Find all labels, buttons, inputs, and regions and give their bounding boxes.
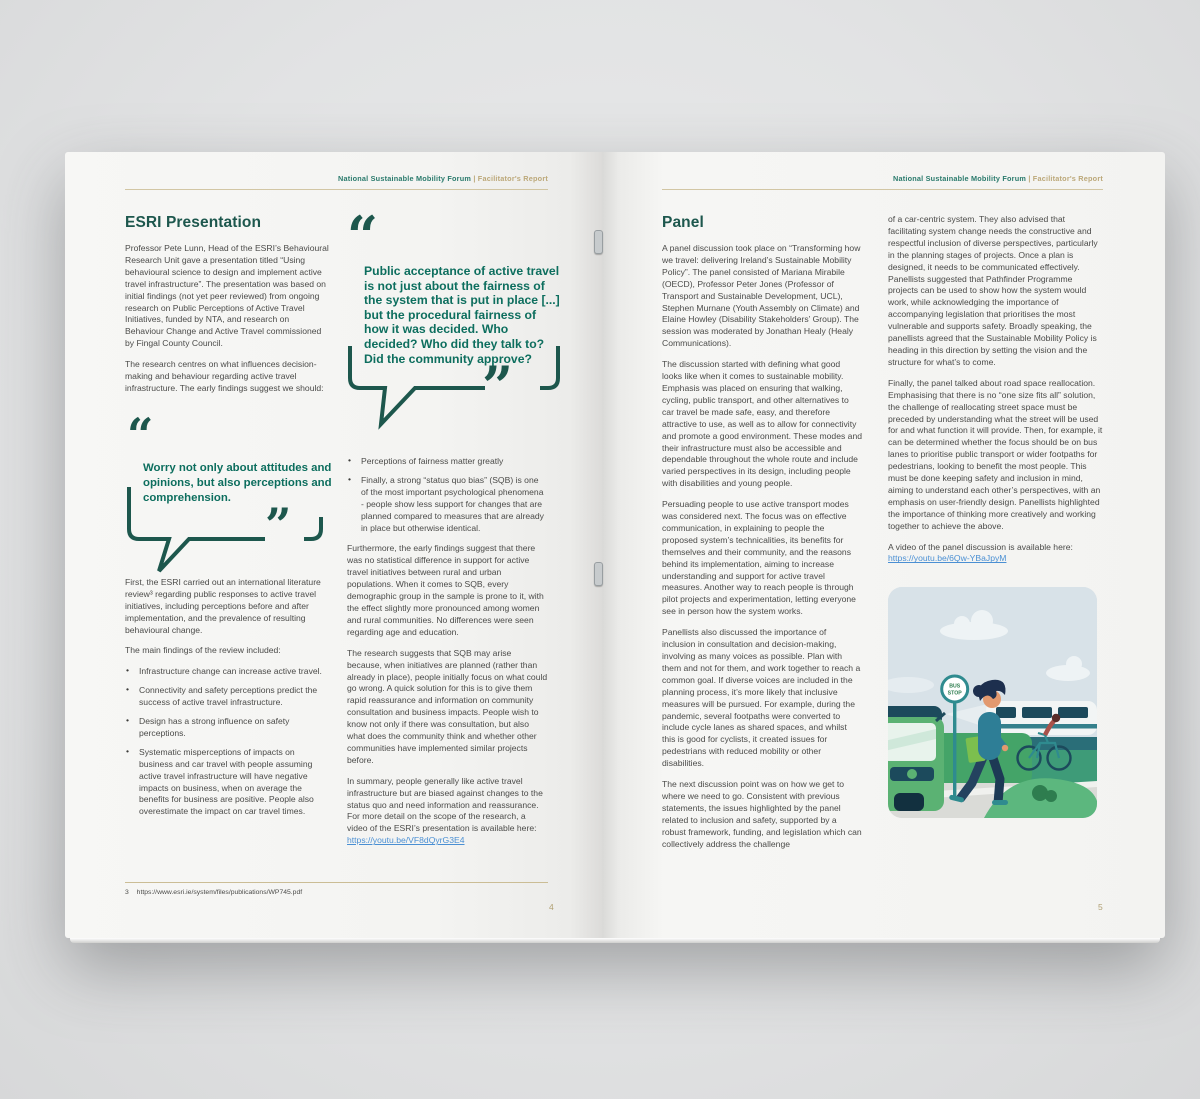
findings-list <box>125 666 330 818</box>
paragraph: The next discussion point was on how we get to where we need to go. Consistent with previous statements, the issues highlighted by the panel related to inclusion and safety, supported by a robust framework, funding, and legislation which can collectively address the challenge <box>662 779 862 849</box>
header-rule <box>125 189 548 190</box>
bus-stop-sign-line2: STOP <box>947 690 962 697</box>
paragraph: The research centres on what influences decision-making and behaviour regarding active travel infrastructure. The early findings suggest we should: <box>125 359 324 393</box>
bush-icon <box>1045 790 1057 802</box>
illustration-canvas <box>888 587 1097 818</box>
booklet-spread <box>65 152 1165 938</box>
left-page-column-1 <box>125 214 330 856</box>
staple-icon <box>594 230 603 254</box>
list-item: • Systematic misperceptions of impacts on business and car travel with people assuming active travel infrastructure will have negative impacts on business, when on average the benefits for business are positive. People also overestimate the impact on car travel times. <box>125 747 330 818</box>
paragraph: Furthermore, the early findings suggest that there was no statistical difference in support for active travel initiatives between rural and urban populations. When it comes to SQB, every demographic group in the sample is prone to it, with the effect slightly more pronounced among women and rural communities. No differences were seen regarding age and education. <box>347 543 544 637</box>
panel-video-link[interactable]: https://youtu.be/6Qw-YBaJpyM <box>888 553 1007 564</box>
paragraph: First, the ESRI carried out an international literature review³ regarding public responses to active travel initiatives, including perceptions before and after implementation, and the prevalence of resulting behavioural change. <box>125 576 321 635</box>
paragraph: Professor Pete Lunn, Head of the ESRI’s Behavioural Research Unit gave a presentation titled “Using behavioural science to design and implement active travel infrastructure”. The presentation was based on initial findings (not yet peer reviewed) from ongoing research on Public Perceptions of Active Travel Initiatives, funded by NTA, and research on Behaviour Change and Active Travel commissioned by Fingal County Council. <box>125 243 329 349</box>
page-right <box>602 152 1165 938</box>
page-number: 4 <box>549 902 554 912</box>
speech-bubble-outline <box>125 485 330 575</box>
header-report-title: Facilitator's Report <box>477 174 548 183</box>
list-item: • Design has a strong influence on safety perceptions. <box>125 716 330 740</box>
staple-icon <box>594 562 603 586</box>
running-header <box>893 174 1103 183</box>
header-separator: | <box>1028 174 1031 183</box>
sustainable-mobility-illustration <box>888 587 1097 818</box>
paragraph: The main findings of the review included: <box>125 645 281 656</box>
video-text: A video of the panel discussion is available here: <box>888 541 1073 552</box>
summary-text: In summary, people generally like active travel infrastructure but are biased against changes to the status quo and need information and reassurance. For more detail on the scope of the research, a video of the ESRI’s presentation is available here: <box>347 775 543 834</box>
running-header <box>338 174 548 183</box>
page-title: ESRI Presentation <box>125 214 262 231</box>
fairness-list <box>347 456 548 534</box>
footnote-rule <box>125 882 548 883</box>
left-page-column-2 <box>347 204 560 856</box>
pull-quote-bubble <box>125 407 332 577</box>
paragraph <box>888 542 1103 566</box>
page-left <box>65 152 602 938</box>
close-quote-icon: ” <box>265 497 292 552</box>
page-number: 5 <box>1098 902 1103 912</box>
page-stack-edge <box>70 938 1160 943</box>
header-report-title: Facilitator's Report <box>1032 174 1103 183</box>
paragraph <box>347 776 548 847</box>
header-rule <box>662 189 1103 190</box>
list-item: • Infrastructure change can increase active travel. <box>125 666 330 678</box>
list-item: • Connectivity and safety perceptions predict the success of active travel infrastructure. <box>125 685 330 709</box>
left-page-content <box>125 204 560 856</box>
paragraph: Finally, the panel talked about road space reallocation. Emphasising that there is no “one size fits all” solution, the challenge of reallocating street space must be preceded by understanding what the street will be used for and what function it will provide. Then, for example, it can be determined whether the focus should be on bus lanes to prioritise public transport or wider footpaths for pedestrians, looking to benefit the most people. This must be done keeping safety and inclusion in mind, aiming to understand each other’s perspectives, with an emphasis on user-friendly design. Panellists highlighted the importance of thinking more creatively and working together to achieve the above. <box>888 377 1103 531</box>
footnote-number: 3 <box>125 889 129 896</box>
right-page-content <box>662 214 1103 860</box>
esri-video-link[interactable]: https://youtu.be/VF8dQyrG3E4 <box>347 835 465 846</box>
open-quote-icon: “ <box>347 204 379 268</box>
footnote <box>125 889 302 896</box>
page-title: Panel <box>662 214 704 231</box>
header-forum-title: National Sustainable Mobility Forum <box>337 174 472 183</box>
close-quote-icon: ” <box>482 354 514 418</box>
paragraph: Persuading people to use active transport modes was considered next. The focus was on effective communication, in explaining to people the proposed system’s technicalities, its benefits for themselves and their community, and the reasons behind its implementation, aiming to increase understanding and support for active travel measures. Another way to reach people is through pilot projects and experimentation, letting everyone see in person how the system works. <box>662 499 856 617</box>
bus-icon <box>888 706 945 811</box>
list-item: • Perceptions of fairness matter greatly <box>347 456 548 468</box>
header-forum-title: National Sustainable Mobility Forum <box>892 174 1027 183</box>
right-page-column-1 <box>662 214 862 860</box>
pull-quote-text: Public acceptance of active travel is not just about the fairness of the system that is put in place [...] but the procedural fairness of how it was decided. Who decided? Who did they talk to? Did the community approve? <box>364 264 560 366</box>
bus-stop-sign-line1: BUS <box>949 683 961 690</box>
footnote-url: https://www.esri.ie/system/files/publications/WP745.pdf <box>136 889 303 896</box>
paragraph: Panellists also discussed the importance of inclusion in consultation and decision-making, involving as many voices as possible. Plan with them and not for them, and work together to reach a common goal. If diverse voices are included in the planning process, it’s more likely that inclusive measures will be pursued. For example, during the pandemic, several footpaths were converted to include cycle lanes as shared spaces, and whilst this is good for cyclists, it created issues for pedestrians with reduced mobility or other disabilities. <box>662 627 861 769</box>
speech-bubble-outline <box>347 344 562 439</box>
paragraph: A panel discussion took place on “Transforming how we travel: delivering Ireland’s Sustainable Mobility Policy”. The panel consisted of Mariana Mirabile (OECD), Professor Peter Jones (Professor of Transport and Sustainable Development, UCL), Stephen Murnane (Youth Assembly on Climate) and Elaine Howley (Disability Stakeholders’ Group). The session was moderated by Jonathan Healy (Healy Communications). <box>662 243 861 349</box>
header-separator: | <box>473 174 476 183</box>
pull-quote-text: Worry not only about attitudes and opinions, but also perceptions and comprehension. <box>143 461 332 505</box>
paragraph: The research suggests that SQB may arise because, when initiatives are planned (rather than already in place), people initially focus on what could go wrong. A quick solution for this is to give them rapid reassurance and information on community consultation and business impacts. People wish to know not only if there was consultation, but also what does the community think and whether other communities have implemented similar projects before. <box>347 647 548 765</box>
open-quote-icon: “ <box>127 407 154 462</box>
paragraph: of a car-centric system. They also advised that facilitating system change needs the constructive and respectful inclusion of diverse perspectives, particularly in the planning stages of projects. Once a plan is designed, it needs to be communicated effectively. Panellists suggested that Pathfinder Programme projects can be used to show how the system would work, while acknowledging the importance of accompanying legislation that prioritises the most vulnerable and supports safety. Broadly speaking, the panellists agreed that the Sustainable Mobility Policy is heading in this direction by setting the vision and the structure for what’s to come. <box>888 214 1098 367</box>
paragraph: The discussion started with defining what good looks like when it comes to sustainable mobility. Emphasis was placed on ensuring that walking, cycling, public transport, and other alternatives to car travel be made safe, easy, and therefore attractive to use, as well as to allow for connectivity and promote a good environment. These modes and their infrastructure must also be accessible and dependable throughout the whole route and include varied perspectives in its design, including people with disabilities and young people. <box>662 359 863 489</box>
right-page-column-2 <box>888 214 1103 860</box>
pull-quote-bubble <box>347 204 560 446</box>
list-item: • Finally, a strong “status quo bias” (SQB) is one of the most important psychological phenomena - people show less support for changes that are planned compared to measures that are already in place but otherwise identical. <box>347 475 548 535</box>
